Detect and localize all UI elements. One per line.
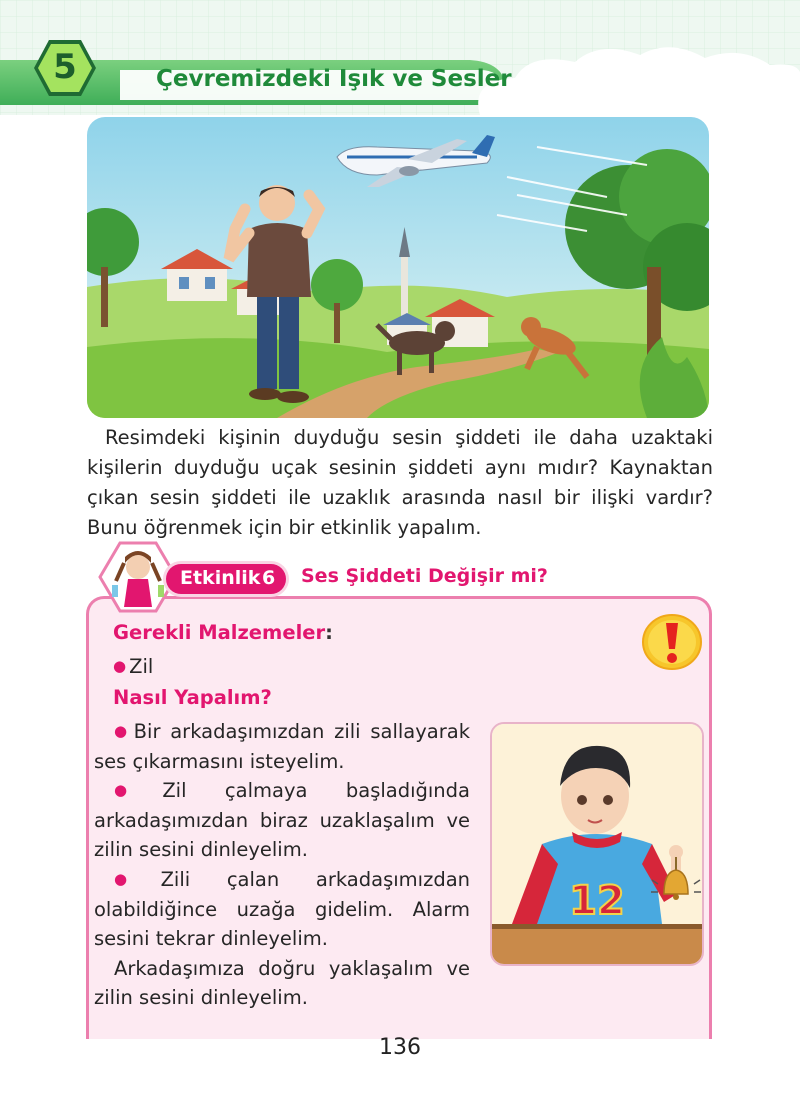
closing-text: Arkadaşımıza doğru yaklaşalım ve zilin sesini dinleyelim. <box>94 956 470 1010</box>
shirt-number: 12 <box>569 878 625 924</box>
activity-badge <box>166 564 286 594</box>
activity-number: 6 <box>262 567 276 589</box>
bullet-icon: ● <box>114 722 131 740</box>
materials-heading <box>113 621 333 644</box>
materials-colon: : <box>325 621 333 644</box>
howto-heading: Nasıl Yapalım? <box>113 686 272 709</box>
chapter-title: Çevremizdeki Işık ve Sesler <box>156 66 512 92</box>
step-text: Bir arkadaşımızdan zili sallayarak ses çıkarmasını isteyelim. <box>94 720 470 773</box>
header-band <box>0 0 800 115</box>
list-item <box>94 776 470 865</box>
boy-figure <box>492 724 702 964</box>
step-text: Zil çalmaya başladığında arkadaşımızdan biraz uzaklaşalım ve zilin sesini dinleyelim. <box>94 779 470 862</box>
bullet-icon: ● <box>114 869 158 888</box>
material-item: Zil <box>129 655 154 678</box>
step-text: Zili çalan arkadaşımızdan olabildiğince uzağa gidelim. Alarm sesini tekrar dinleyelim. <box>94 867 471 951</box>
list-item <box>94 717 470 776</box>
activity-label: Etkinlik <box>180 567 261 589</box>
list-item <box>94 865 470 954</box>
list-item <box>113 655 153 678</box>
steps-list <box>94 717 470 1013</box>
page-number: 136 <box>379 1035 421 1060</box>
intro-paragraph: Resimdeki kişinin duyduğu sesin şiddeti ile daha uzaktaki kişilerin duyduğu uçak sesinin şiddeti aynı mıdır? Kaynaktan çıkan sesin şiddeti ile uzaklık arasında nasıl bir ilişki vardır? Bunu öğrenmek için bir etkinlik yapalım. <box>87 426 713 539</box>
scene-illustration <box>87 117 709 418</box>
unit-badge <box>33 38 97 98</box>
materials-heading-text: Gerekli Malzemeler <box>113 621 326 644</box>
chapter-header <box>0 0 800 115</box>
bullet-icon: ● <box>113 657 127 675</box>
unit-number: 5 <box>53 47 77 87</box>
boy-with-bell-illustration <box>490 722 704 966</box>
exclamation-icon <box>641 613 703 671</box>
activity-title: Ses Şiddeti Değişir mi? <box>301 565 548 587</box>
bullet-icon: ● <box>114 781 160 800</box>
